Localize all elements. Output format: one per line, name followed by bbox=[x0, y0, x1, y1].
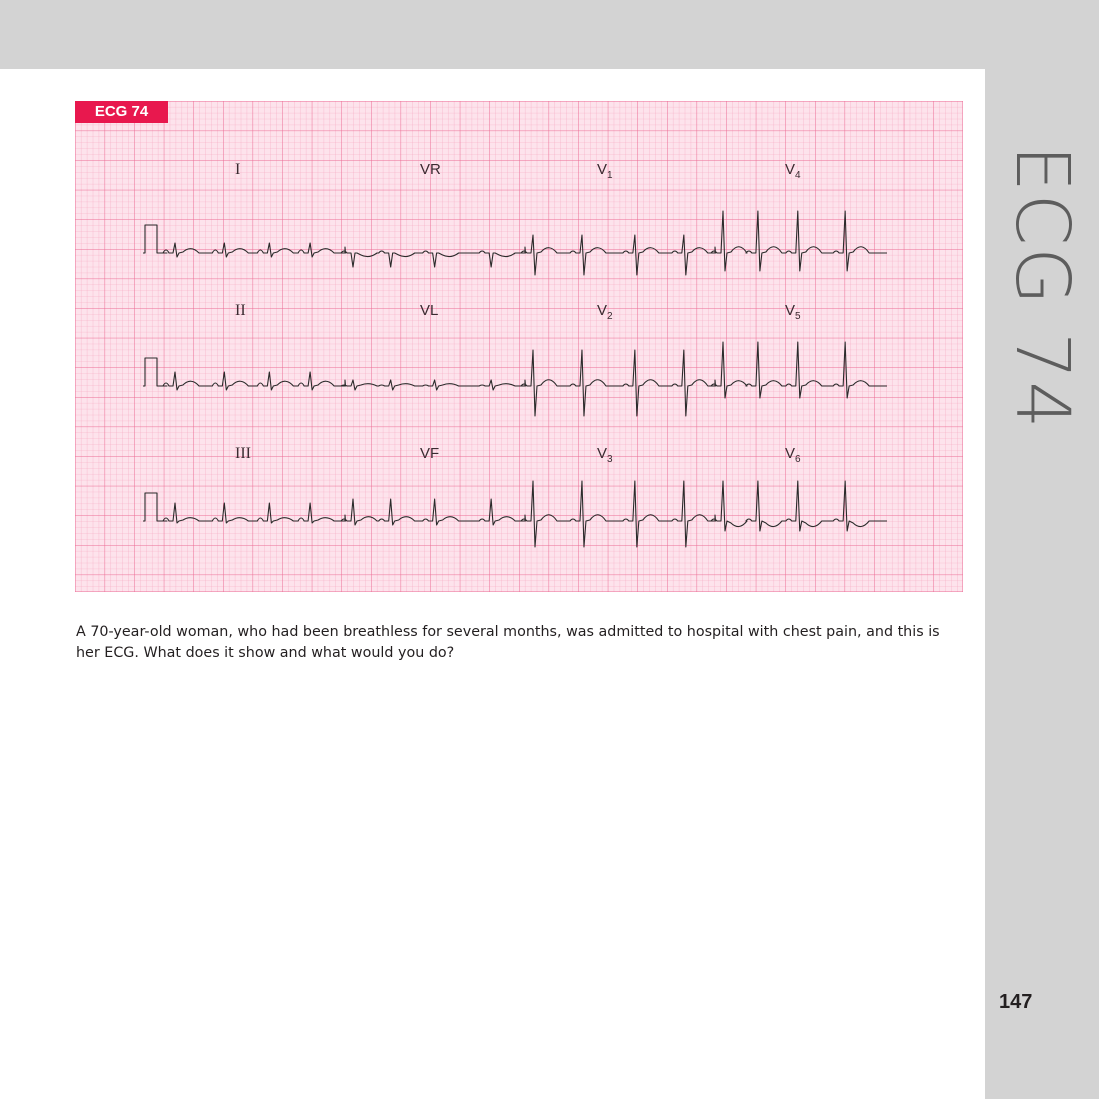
lead-label-iii: III bbox=[235, 445, 251, 462]
lead-label-vf: VF bbox=[420, 445, 440, 462]
lead-label-vr: VR bbox=[420, 161, 441, 178]
page-number: 147 bbox=[999, 991, 1033, 1013]
lead-label-v5: $V_5$ bbox=[785, 302, 801, 322]
lead-label-ii: II bbox=[235, 302, 246, 319]
lead-label-v1: $V_1$ bbox=[597, 161, 613, 181]
top-band bbox=[0, 0, 1099, 69]
ecg-figure-label: ECG 74 bbox=[75, 101, 168, 123]
ecg-figure bbox=[75, 101, 963, 592]
lead-label-v2: $V_2$ bbox=[597, 302, 613, 322]
lead-label-v3: $V_3$ bbox=[597, 445, 613, 465]
lead-label-vl: VL bbox=[420, 302, 439, 319]
ecg-grid bbox=[75, 101, 963, 592]
lead-label-v4: $V_4$ bbox=[785, 161, 801, 181]
caption: A 70-year-old woman, who had been breathless for several months, was admitted to hospital with chest pain, and this is her ECG. What does it show and what would you do? bbox=[76, 624, 940, 661]
lead-label-v6: $V_6$ bbox=[785, 445, 801, 465]
lead-label-i: I bbox=[235, 161, 241, 178]
side-title: ECG 74 bbox=[999, 145, 1085, 431]
